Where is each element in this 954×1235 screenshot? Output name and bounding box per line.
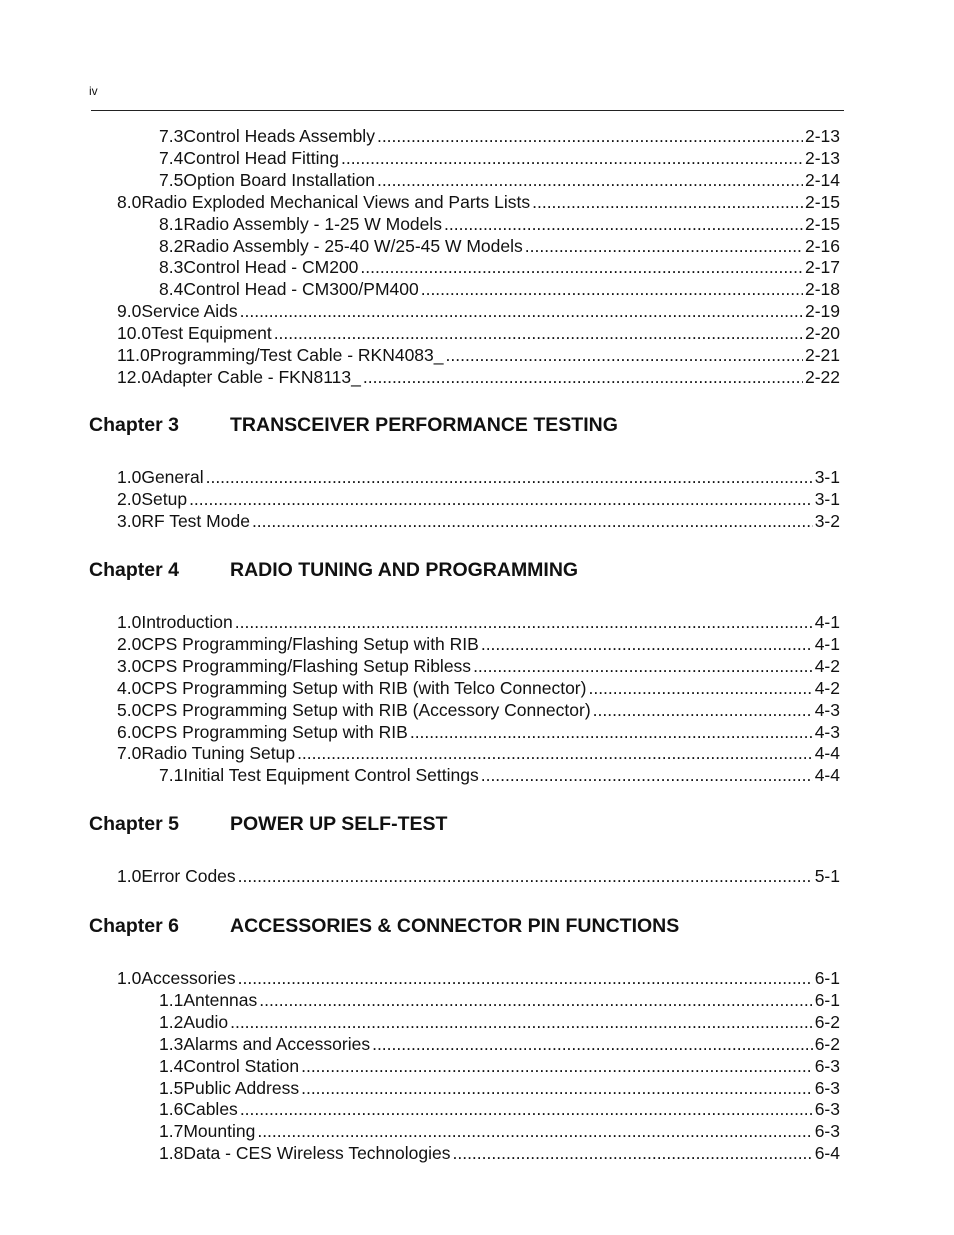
toc-dot-leader <box>189 488 813 510</box>
toc-dot-leader <box>363 366 803 388</box>
toc-entry-title: Control Heads Assembly <box>183 126 375 146</box>
toc-entry-number: 3.0 <box>117 655 142 676</box>
toc-entry[interactable] <box>117 191 840 213</box>
toc-entry-page: 2-13 <box>804 126 840 146</box>
toc-entry-title: Accessories <box>141 968 236 988</box>
toc-dot-leader <box>257 1120 812 1142</box>
toc-entry-number: 9.0 <box>117 301 142 322</box>
toc-entry-title: Alarms and Accessories <box>183 1033 371 1054</box>
toc-entry[interactable] <box>159 1120 840 1142</box>
toc-entry[interactable] <box>117 344 840 366</box>
toc-entry-page: 4-4 <box>814 743 840 764</box>
toc-entry-title: Radio Assembly - 25-40 W/25-45 W Models <box>183 235 523 256</box>
toc-entry-page: 2-15 <box>804 191 840 212</box>
toc-entry-number: 7.1 <box>159 765 184 786</box>
toc-dot-leader <box>446 344 803 366</box>
toc-entry-page: 4-3 <box>814 699 840 720</box>
toc-dot-leader <box>252 510 813 532</box>
toc-entry-title: Cables <box>183 1099 238 1120</box>
toc-entry-number: 1.2 <box>159 1011 184 1032</box>
toc-entry[interactable] <box>117 699 840 721</box>
toc-dot-leader <box>444 213 803 235</box>
chapter-title: RADIO TUNING AND PROGRAMMING <box>230 559 579 581</box>
toc-entry[interactable] <box>159 989 840 1011</box>
chapter-heading <box>89 913 679 939</box>
toc-entry[interactable] <box>159 278 840 300</box>
toc-entry[interactable] <box>117 677 840 699</box>
toc-entry-title: Control Head - CM200 <box>183 257 359 278</box>
toc-entry[interactable] <box>159 1055 840 1077</box>
toc-entry-number: 1.5 <box>159 1077 184 1098</box>
toc-entry[interactable] <box>159 1033 840 1055</box>
toc-entry-number: 7.4 <box>159 147 184 168</box>
toc-entry-title: Test Equipment <box>151 323 272 344</box>
toc-entry[interactable] <box>117 366 840 388</box>
toc-entry-page: 2-15 <box>804 213 840 234</box>
toc-entry-number: 7.0 <box>117 743 142 764</box>
toc-entry-page: 4-4 <box>814 765 840 786</box>
toc-entry[interactable] <box>117 633 840 655</box>
toc-entry-number: 8.1 <box>159 213 184 234</box>
toc-entry[interactable] <box>117 967 840 989</box>
toc-dot-leader <box>593 699 813 721</box>
toc-entry-number: 1.0 <box>117 968 142 988</box>
toc-entry-page: 6-2 <box>814 1033 840 1054</box>
toc-entry[interactable] <box>159 764 840 786</box>
toc-entry-page: 2-20 <box>804 323 840 344</box>
toc-entry-title: Service Aids <box>141 301 238 322</box>
toc-entry-title: Control Head - CM300/PM400 <box>183 279 419 300</box>
toc-entry-page: 3-2 <box>814 510 840 531</box>
toc-entry[interactable] <box>159 147 840 169</box>
toc-entry-title: Error Codes <box>141 866 236 886</box>
toc-entry-number: 11.0 <box>117 345 150 365</box>
toc-entry[interactable] <box>117 488 840 510</box>
toc-dot-leader <box>372 1033 813 1055</box>
chapter-title: TRANSCEIVER PERFORMANCE TESTING <box>230 414 618 436</box>
toc-entry-number: 2.0 <box>117 488 142 509</box>
toc-entry-page: 4-2 <box>814 677 840 698</box>
toc-entry-title: RF Test Mode <box>141 510 250 531</box>
toc-entry[interactable] <box>159 1077 840 1099</box>
toc-entry[interactable] <box>159 213 840 235</box>
toc-entry[interactable] <box>117 865 840 887</box>
toc-entry-number: 1.4 <box>159 1055 184 1076</box>
toc-entry-page: 2-16 <box>804 235 840 256</box>
toc-entry-number: 10.0 <box>117 323 152 344</box>
toc-entry-title: Data - CES Wireless Technologies <box>183 1143 451 1164</box>
toc-entry-title: Radio Exploded Mechanical Views and Parts Lists <box>141 191 531 212</box>
toc-entry-title: CPS Programming/Flashing Setup with RIB <box>141 633 479 654</box>
toc-entry-number: 8.2 <box>159 235 184 256</box>
toc-entry-number: 3.0 <box>117 510 142 531</box>
toc-entry-title: Adapter Cable - FKN8113_ <box>151 366 361 387</box>
toc-dot-leader <box>360 256 803 278</box>
toc-entry-page: 6-3 <box>814 1055 840 1076</box>
toc-entry-page: 2-21 <box>804 345 840 365</box>
toc-dot-leader <box>452 1142 812 1164</box>
toc-entry-page: 4-2 <box>814 655 840 676</box>
toc-entry-page: 6-3 <box>814 1077 840 1098</box>
toc-entry[interactable] <box>159 169 840 191</box>
toc-entry-page: 6-1 <box>814 989 840 1010</box>
toc-entry-number: 1.8 <box>159 1143 184 1164</box>
toc-entry-title: CPS Programming/Flashing Setup Ribless <box>141 655 472 676</box>
toc-entry-page: 2-17 <box>804 257 840 278</box>
toc-dot-leader <box>588 677 812 699</box>
toc-entry-number: 1.6 <box>159 1099 184 1120</box>
toc-entry[interactable] <box>159 256 840 278</box>
toc-entry-page: 4-1 <box>814 612 840 632</box>
toc-entry-number: 8.0 <box>117 191 142 212</box>
toc-entry[interactable] <box>117 742 840 764</box>
toc-entry-page: 2-13 <box>804 147 840 168</box>
toc-entry-number: 7.3 <box>159 126 184 146</box>
toc-entry[interactable] <box>159 125 840 147</box>
toc-entry-title: General <box>141 467 204 487</box>
toc-entry-page: 2-18 <box>804 279 840 300</box>
toc-entry-page: 4-1 <box>814 633 840 654</box>
toc-entry-number: 7.5 <box>159 169 184 190</box>
header-rule <box>91 110 844 111</box>
toc-entry-title: Antennas <box>183 989 258 1010</box>
toc-entry-title: CPS Programming Setup with RIB <box>141 721 408 742</box>
toc-entry-title: Mounting <box>183 1121 256 1142</box>
toc-entry-title: Radio Assembly - 1-25 W Models <box>183 213 443 234</box>
toc-entry-number: 1.1 <box>159 989 184 1010</box>
page-number: iv <box>89 84 98 98</box>
chapter-label: Chapter 3 <box>89 414 179 436</box>
toc-dot-leader <box>240 1098 813 1120</box>
toc-dot-leader <box>481 764 813 786</box>
toc-entry-title: CPS Programming Setup with RIB (with Telco Connector) <box>141 677 587 698</box>
toc-entry-number: 1.0 <box>117 467 142 487</box>
toc-dot-leader <box>259 989 812 1011</box>
toc-entry-page: 2-22 <box>804 366 840 387</box>
toc-entry-number: 1.7 <box>159 1121 184 1142</box>
chapter-label: Chapter 4 <box>89 559 179 581</box>
toc-entry-title: Introduction <box>141 612 233 632</box>
toc-entry-number: 1.0 <box>117 612 142 632</box>
toc-entry-title: Setup <box>141 488 188 509</box>
toc-entry-number: 1.3 <box>159 1033 184 1054</box>
toc-dot-leader <box>206 466 813 488</box>
toc-entry-page: 4-3 <box>814 721 840 742</box>
toc-dot-leader <box>421 278 803 300</box>
toc-entry[interactable] <box>117 510 840 532</box>
toc-entry[interactable] <box>159 235 840 257</box>
toc-entry-number: 12.0 <box>117 366 152 387</box>
toc-entry[interactable] <box>159 1098 840 1120</box>
toc-dot-leader <box>274 322 803 344</box>
toc-entry-page: 5-1 <box>814 866 840 886</box>
chapter-heading <box>89 811 447 837</box>
toc-entry-page: 6-1 <box>814 968 840 988</box>
chapter-title: POWER UP SELF-TEST <box>230 813 448 835</box>
chapter-label: Chapter 5 <box>89 813 179 835</box>
toc-dot-leader <box>410 721 813 743</box>
toc-dot-leader <box>238 967 813 989</box>
toc-dot-leader <box>377 125 803 147</box>
toc-entry-page: 2-19 <box>804 301 840 322</box>
toc-entry-page: 3-1 <box>814 488 840 509</box>
toc-entry[interactable] <box>159 1142 840 1164</box>
toc-entry-number: 4.0 <box>117 677 142 698</box>
toc-entry-title: Public Address <box>183 1077 300 1098</box>
toc-dot-leader <box>240 300 803 322</box>
toc-entry-title: Programming/Test Cable - RKN4083_ <box>149 345 444 365</box>
toc-entry-number: 5.0 <box>117 699 142 720</box>
toc-entry-title: Radio Tuning Setup <box>141 743 296 764</box>
toc-entry-number: 8.4 <box>159 279 184 300</box>
toc-dot-leader <box>235 611 813 633</box>
toc-entry-title: CPS Programming Setup with RIB (Accessory Connector) <box>141 699 591 720</box>
toc-entry-page: 6-4 <box>814 1143 840 1164</box>
toc-entry-title: Audio <box>183 1011 229 1032</box>
chapter-heading <box>89 412 618 438</box>
toc-entry-page: 6-2 <box>814 1011 840 1032</box>
toc-entry[interactable] <box>117 322 840 344</box>
chapter-title: ACCESSORIES & CONNECTOR PIN FUNCTIONS <box>230 915 680 937</box>
toc-entry-page: 6-3 <box>814 1121 840 1142</box>
toc-entry[interactable] <box>117 611 840 633</box>
toc-entry-number: 8.3 <box>159 257 184 278</box>
toc-entry-title: Control Head Fitting <box>183 147 339 168</box>
toc-entry-number: 6.0 <box>117 721 142 742</box>
toc-entry-page: 2-14 <box>804 169 840 190</box>
chapter-label: Chapter 6 <box>89 915 179 937</box>
toc-dot-leader <box>230 1011 813 1033</box>
toc-dot-leader <box>238 865 813 887</box>
toc-dot-leader <box>297 742 813 764</box>
toc-entry[interactable] <box>117 721 840 743</box>
toc-entry[interactable] <box>117 466 840 488</box>
toc-dot-leader <box>532 191 803 213</box>
toc-dot-leader <box>473 655 813 677</box>
toc-dot-leader <box>525 235 803 257</box>
toc-dot-leader <box>301 1055 813 1077</box>
chapter-heading <box>89 557 578 583</box>
toc-entry[interactable] <box>117 300 840 322</box>
toc-entry-title: Control Station <box>183 1055 300 1076</box>
toc-entry-page: 6-3 <box>814 1099 840 1120</box>
toc-dot-leader <box>377 169 803 191</box>
toc-dot-leader <box>341 147 803 169</box>
toc-entry[interactable] <box>159 1011 840 1033</box>
toc-entry-number: 1.0 <box>117 866 142 886</box>
toc-entry-number: 2.0 <box>117 633 142 654</box>
toc-entry[interactable] <box>117 655 840 677</box>
toc-entry-title: Initial Test Equipment Control Settings <box>183 765 479 786</box>
toc-dot-leader <box>301 1077 813 1099</box>
toc-dot-leader <box>481 633 813 655</box>
toc-entry-title: Option Board Installation <box>183 169 375 190</box>
toc-entry-page: 3-1 <box>814 467 840 487</box>
